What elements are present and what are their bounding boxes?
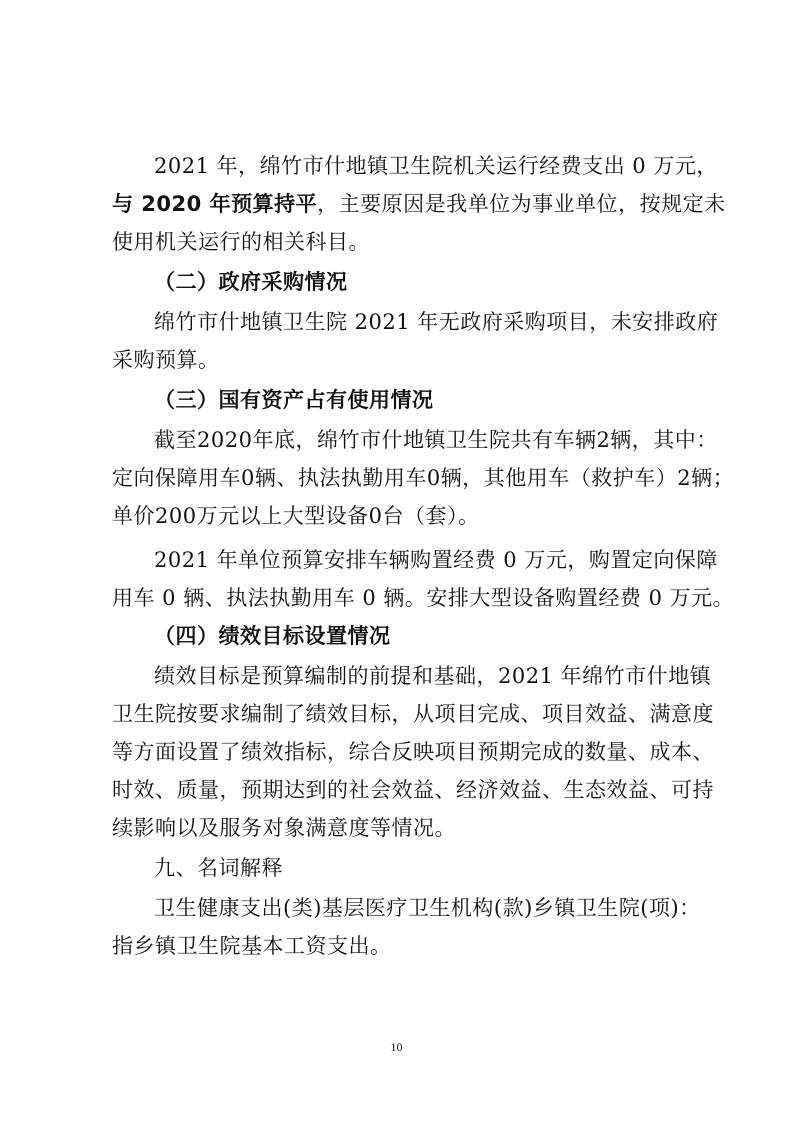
paragraph-text: ，主要原因是我单位为事业单位，按规定未 <box>317 192 726 216</box>
paragraph-line: 采购预算。 <box>112 348 220 372</box>
paragraph-line: 绩效目标是预算编制的前提和基础，2021 年绵竹市什地镇 <box>154 664 712 688</box>
section-heading-glossary: 九、名词解释 <box>154 856 283 880</box>
paragraph-line: 卫生院按要求编制了绩效目标，从项目完成、项目效益、满意度 <box>112 702 714 726</box>
paragraph-line: 2021 年单位预算安排车辆购置经费 0 万元，购置定向保障 <box>154 548 718 572</box>
paragraph-line: 定向保障用车0辆、执法执勤用车0辆，其他用车（救护车）2辆； <box>112 466 735 490</box>
paragraph-line: 2021 年，绵竹市什地镇卫生院机关运行经费支出 0 万元， <box>154 154 718 178</box>
paragraph-line: 等方面设置了绩效指标，综合反映项目预期完成的数量、成本、 <box>112 740 714 764</box>
paragraph-line <box>112 188 726 220</box>
paragraph-line: 使用机关运行的相关科目。 <box>112 230 370 254</box>
paragraph-line: 时效、质量，预期达到的社会效益、经济效益、生态效益、可持 <box>112 778 714 802</box>
section-heading-government-procurement: （二）政府采购情况 <box>154 270 348 294</box>
paragraph-line: 单价200万元以上大型设备0台（套）。 <box>112 504 480 528</box>
paragraph-line: 卫生健康支出(类)基层医疗卫生机构(款)乡镇卫生院(项)： <box>154 896 701 920</box>
paragraph-line: 截至2020年底，绵竹市什地镇卫生院共有车辆2辆，其中： <box>154 428 718 452</box>
paragraph-line: 用车 0 辆、执法执勤用车 0 辆。安排大型设备购置经费 0 万元。 <box>112 586 735 610</box>
paragraph-line: 指乡镇卫生院基本工资支出。 <box>112 934 392 958</box>
section-heading-performance-targets: （四）绩效目标设置情况 <box>154 624 391 648</box>
page-number: 10 <box>390 1040 403 1054</box>
paragraph-line: 续影响以及服务对象满意度等情况。 <box>112 816 456 840</box>
paragraph-line: 绵竹市什地镇卫生院 2021 年无政府采购项目，未安排政府 <box>154 310 719 334</box>
section-heading-state-assets: （三）国有资产占有使用情况 <box>154 388 434 412</box>
bold-phrase: 与 2020 年预算持平 <box>112 192 318 216</box>
